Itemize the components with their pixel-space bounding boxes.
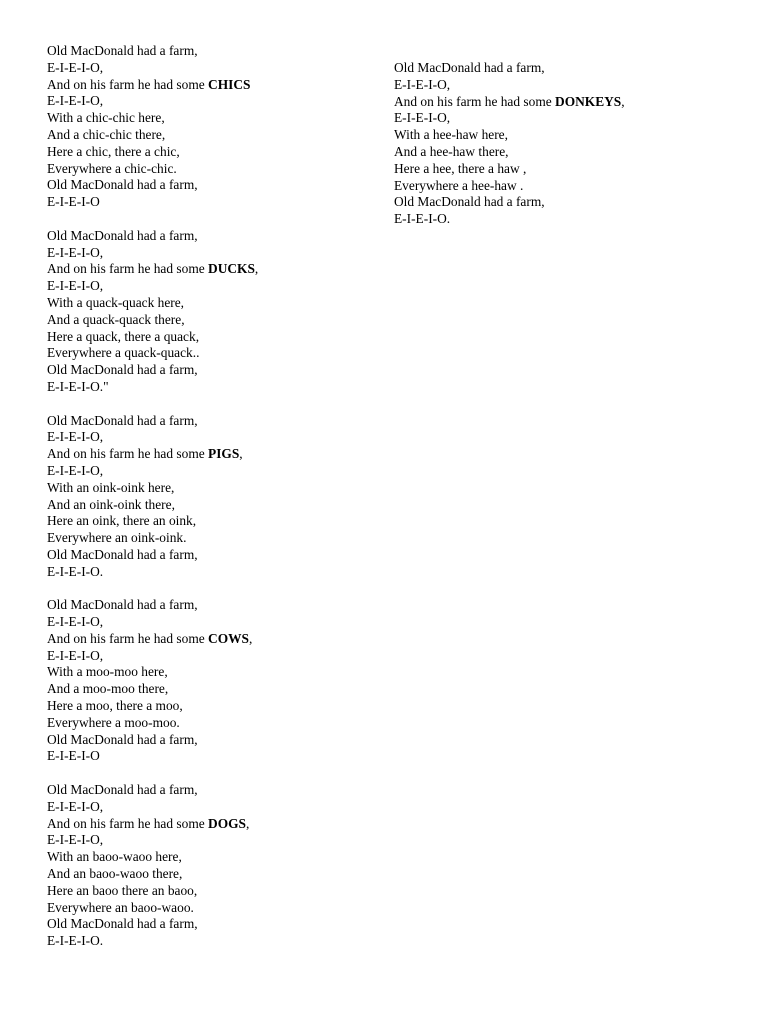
- lyric-text: Old MacDonald had a farm,: [47, 731, 198, 747]
- animal-suffix: ,: [248, 630, 253, 646]
- lyric-text: E-I-E-I-O,: [47, 278, 104, 294]
- lyric-text: Old MacDonald had a farm,: [47, 227, 198, 243]
- lyric-line: [394, 144, 734, 161]
- lyric-text: With an baoo-waoo here,: [47, 849, 182, 865]
- lyric-line: [47, 446, 387, 463]
- lyric-line: [47, 664, 387, 681]
- lyric-text: Here an baoo there an baoo,: [47, 882, 198, 898]
- lyric-text: Old MacDonald had a farm,: [47, 546, 198, 562]
- animal-name: CHICS: [208, 76, 251, 92]
- lyric-line: [47, 329, 387, 346]
- lyric-text: And on his farm he had some: [47, 261, 209, 277]
- lyric-line: [47, 564, 387, 581]
- lyric-line: [47, 43, 387, 60]
- lyric-line: [47, 597, 387, 614]
- animal-name: COWS: [208, 630, 249, 646]
- lyric-text: Old MacDonald had a farm,: [47, 782, 198, 798]
- lyric-text: Old MacDonald had a farm,: [47, 362, 198, 378]
- animal-suffix: ,: [621, 93, 625, 109]
- animal-suffix: ,: [254, 261, 259, 277]
- lyric-text: Old MacDonald had a farm,: [47, 43, 198, 58]
- lyric-text: Everywhere a hee-haw .: [394, 177, 524, 193]
- lyric-text: E-I-E-I-O,: [47, 429, 104, 445]
- lyric-line: [47, 312, 387, 329]
- lyric-text: E-I-E-I-O,: [47, 93, 104, 109]
- lyric-line: [47, 799, 387, 816]
- lyric-text: E-I-E-I-O.: [394, 211, 451, 227]
- lyric-line: [47, 513, 387, 530]
- lyric-text: Here a quack, there a quack,: [47, 328, 200, 344]
- lyrics-column-left: [47, 43, 387, 967]
- lyric-text: Old MacDonald had a farm,: [394, 194, 545, 210]
- stanza-cows: [47, 597, 387, 765]
- lyric-text: E-I-E-I-O.: [47, 933, 104, 949]
- lyric-line: [47, 161, 387, 178]
- lyric-line: [47, 631, 387, 648]
- lyric-line: [47, 816, 387, 833]
- lyric-line: [47, 681, 387, 698]
- lyric-line: [47, 245, 387, 262]
- lyric-line: [47, 883, 387, 900]
- lyric-line: [47, 782, 387, 799]
- lyric-text: With a moo-moo here,: [47, 664, 168, 680]
- lyric-line: [47, 93, 387, 110]
- lyric-line: [47, 127, 387, 144]
- lyric-line: [47, 614, 387, 631]
- lyric-text: Everywhere an oink-oink.: [47, 530, 187, 546]
- lyric-text: Here a chic, there a chic,: [47, 143, 180, 159]
- lyric-text: Here a hee, there a haw ,: [394, 160, 527, 176]
- lyric-text: With a chic-chic here,: [47, 110, 165, 126]
- lyric-line: [394, 211, 734, 228]
- lyric-text: E-I-E-I-O,: [47, 614, 104, 630]
- lyric-line: [47, 413, 387, 430]
- lyric-text: E-I-E-I-O,: [394, 76, 451, 92]
- lyric-text: E-I-E-I-O,: [47, 832, 104, 848]
- lyric-text: Old MacDonald had a farm,: [47, 916, 198, 932]
- lyric-text: E-I-E-I-O: [47, 194, 100, 210]
- lyric-line: [47, 295, 387, 312]
- animal-name: DONKEYS: [555, 93, 622, 109]
- stanza-chics: [47, 43, 387, 211]
- lyric-line: [394, 178, 734, 195]
- animal-suffix: ,: [245, 815, 250, 831]
- lyric-text: E-I-E-I-O,: [47, 462, 104, 478]
- lyric-line: [47, 144, 387, 161]
- lyric-line: [47, 177, 387, 194]
- lyric-line: [47, 480, 387, 497]
- lyric-line: [47, 362, 387, 379]
- lyric-text: Everywhere a quack-quack..: [47, 345, 200, 361]
- lyric-line: [47, 77, 387, 94]
- lyric-text: E-I-E-I-O.": [47, 378, 109, 394]
- animal-suffix: ,: [239, 446, 243, 462]
- lyric-text: E-I-E-I-O,: [47, 59, 104, 75]
- lyric-text: And on his farm he had some: [47, 630, 209, 646]
- lyric-line: [47, 463, 387, 480]
- lyric-line: [47, 345, 387, 362]
- lyric-line: [394, 161, 734, 178]
- animal-name: DOGS: [208, 815, 246, 831]
- stanza-pigs: [47, 413, 387, 581]
- lyric-text: E-I-E-I-O,: [47, 798, 104, 814]
- lyric-text: With an oink-oink here,: [47, 479, 175, 495]
- lyric-line: [394, 77, 734, 94]
- lyric-text: And on his farm he had some: [47, 76, 209, 92]
- lyric-text: E-I-E-I-O: [47, 748, 100, 764]
- lyric-text: Old MacDonald had a farm,: [47, 177, 198, 193]
- lyric-line: [47, 715, 387, 732]
- lyric-text: And on his farm he had some: [394, 93, 556, 109]
- lyric-text: Everywhere a chic-chic.: [47, 160, 177, 176]
- lyric-text: And a hee-haw there,: [394, 143, 509, 159]
- lyric-line: [47, 530, 387, 547]
- lyric-line: [47, 60, 387, 77]
- lyric-line: [47, 748, 387, 765]
- lyric-line: [47, 698, 387, 715]
- lyric-text: Old MacDonald had a farm,: [47, 412, 198, 428]
- lyric-text: E-I-E-I-O.: [47, 563, 104, 579]
- lyric-line: [47, 648, 387, 665]
- lyrics-column-right: [394, 60, 734, 245]
- lyric-line: [47, 278, 387, 295]
- lyric-text: And a moo-moo there,: [47, 681, 169, 697]
- lyric-line: [47, 900, 387, 917]
- lyric-line: [394, 110, 734, 127]
- lyric-line: [47, 497, 387, 514]
- lyric-line: [47, 547, 387, 564]
- lyric-text: Everywhere an baoo-waoo.: [47, 899, 194, 915]
- lyric-text: E-I-E-I-O,: [394, 110, 451, 126]
- lyric-line: [47, 379, 387, 396]
- animal-name: PIGS: [208, 446, 240, 462]
- lyric-text: And a quack-quack there,: [47, 311, 185, 327]
- lyric-line: [47, 261, 387, 278]
- lyric-line: [394, 127, 734, 144]
- animal-name: DUCKS: [208, 261, 255, 277]
- lyric-text: E-I-E-I-O,: [47, 647, 104, 663]
- lyric-text: With a quack-quack here,: [47, 294, 185, 310]
- lyric-line: [394, 194, 734, 211]
- lyric-line: [47, 832, 387, 849]
- stanza-ducks: [47, 228, 387, 396]
- lyric-line: [47, 429, 387, 446]
- lyric-text: Everywhere a moo-moo.: [47, 714, 180, 730]
- lyric-line: [394, 94, 734, 111]
- lyric-line: [47, 916, 387, 933]
- lyric-text: Old MacDonald had a farm,: [394, 60, 545, 75]
- lyric-text: Old MacDonald had a farm,: [47, 597, 198, 613]
- lyric-line: [47, 866, 387, 883]
- lyric-text: With a hee-haw here,: [394, 127, 508, 143]
- lyric-text: And an oink-oink there,: [47, 496, 175, 512]
- lyric-text: Here an oink, there an oink,: [47, 513, 197, 529]
- lyric-line: [47, 228, 387, 245]
- lyric-line: [47, 194, 387, 211]
- lyric-line: [47, 110, 387, 127]
- lyric-text: And on his farm he had some: [47, 815, 209, 831]
- stanza-dogs: [47, 782, 387, 950]
- lyric-line: [47, 849, 387, 866]
- lyric-line: [47, 933, 387, 950]
- lyric-line: [394, 60, 734, 77]
- stanza-donkeys: [394, 60, 734, 228]
- lyric-text: Here a moo, there a moo,: [47, 698, 183, 714]
- lyric-text: And an baoo-waoo there,: [47, 866, 183, 882]
- lyric-line: [47, 732, 387, 749]
- lyric-text: And a chic-chic there,: [47, 126, 166, 142]
- lyric-text: And on his farm he had some: [47, 446, 209, 462]
- lyric-text: E-I-E-I-O,: [47, 244, 104, 260]
